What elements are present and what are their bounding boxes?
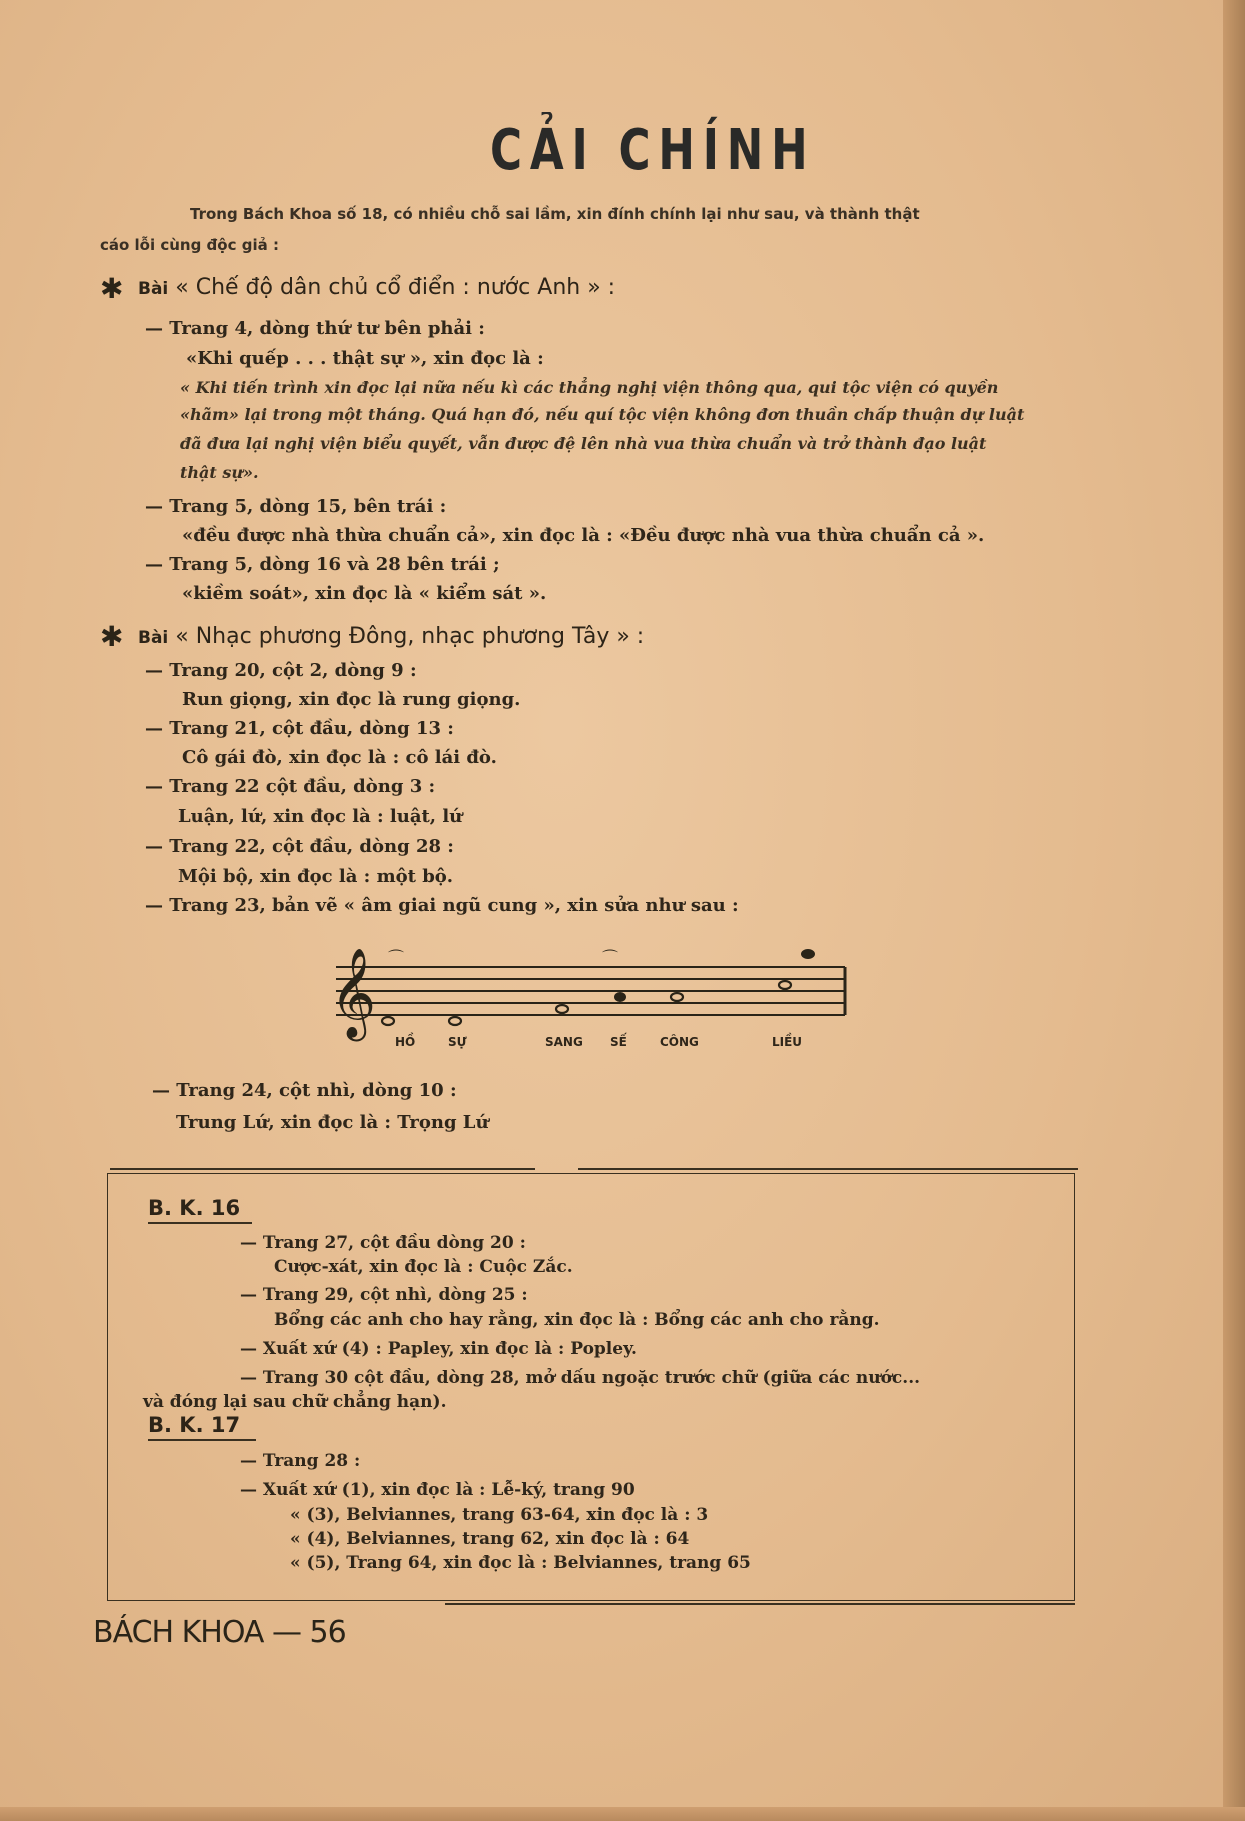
- s2-line-7: — Trang 22, cột đầu, dòng 28 :: [145, 836, 454, 857]
- note-lieu: [779, 981, 791, 989]
- star-bullet-icon: ✱: [100, 620, 124, 653]
- s2-after-line-1: — Trang 24, cột nhì, dòng 10 :: [152, 1080, 457, 1101]
- bk16-line-3: — Trang 29, cột nhì, dòng 25 :: [240, 1285, 528, 1305]
- note-sang: [556, 1005, 568, 1013]
- s1-line-6: thật sự».: [180, 463, 259, 482]
- note-label-sang: SANG: [545, 1035, 583, 1049]
- svg-text:⌒: ⌒: [602, 948, 619, 967]
- bk16-line-1: — Trang 27, cột đầu dòng 20 :: [240, 1233, 526, 1253]
- bk16-line-2: Cược-xát, xin đọc là : Cuộc Zắc.: [274, 1257, 573, 1277]
- bk17-line-5: « (5), Trang 64, xin đọc là : Belviannes, trang 65: [290, 1553, 751, 1573]
- svg-text:⌒: ⌒: [388, 948, 405, 967]
- note-mark: [801, 949, 815, 959]
- note-ho: [382, 1017, 394, 1025]
- bk17-underline: [148, 1439, 256, 1441]
- divider-bottom: [445, 1603, 1075, 1605]
- bk16-label: B. K. 16: [148, 1196, 241, 1220]
- paper-edge-right: [1223, 0, 1245, 1821]
- s2-line-8: Mội bộ, xin đọc là : một bộ.: [178, 866, 454, 887]
- s1-line-3: « Khi tiến trình xin đọc lại nữa nếu kì các thẳng nghị viện thông qua, qui tộc viện có quyền: [180, 378, 999, 397]
- star-bullet-icon: ✱: [100, 272, 124, 305]
- bk17-line-2: — Xuất xứ (1), xin đọc là : Lễ-ký, trang 90: [240, 1480, 635, 1500]
- s2-line-1: — Trang 20, cột 2, dòng 9 :: [145, 660, 417, 681]
- page-footer: BÁCH KHOA — 56: [93, 1615, 346, 1650]
- note-label-cong: CÔNG: [660, 1035, 699, 1049]
- section-1-title: « Chế độ dân chủ cổ điển : nước Anh » :: [175, 275, 616, 300]
- s1-line-9: — Trang 5, dòng 16 và 28 bên trái ;: [145, 554, 500, 575]
- note-se: [614, 992, 626, 1002]
- note-label-su: SỰ: [448, 1035, 467, 1049]
- section-2-heading: [138, 624, 644, 649]
- bk16-line-5: — Xuất xứ (4) : Papley, xin đọc là : Popley.: [240, 1339, 637, 1359]
- page-title: CẢI CHÍNH: [490, 118, 816, 183]
- s2-line-2: Run giọng, xin đọc là rung giọng.: [182, 689, 521, 710]
- note-label-lieu: LIỀU: [772, 1035, 803, 1049]
- divider-left: [110, 1168, 535, 1170]
- s1-line-1: — Trang 4, dòng thứ tư bên phải :: [145, 318, 485, 339]
- s1-line-8: «đều được nhà thừa chuẩn cả», xin đọc là : «Đều được nhà vua thừa chuẩn cả ».: [182, 525, 985, 546]
- bk17-line-3: « (3), Belviannes, trang 63-64, xin đọc là : 3: [290, 1505, 709, 1525]
- bk17-line-4: « (4), Belviannes, trang 62, xin đọc là : 64: [290, 1529, 690, 1549]
- bk16-line-4: Bổng các anh cho hay rằng, xin đọc là : Bổng các anh cho rằng.: [274, 1310, 880, 1330]
- bk16-line-7: và đóng lại sau chữ chẳng hạn).: [143, 1392, 447, 1412]
- bk17-line-1: — Trang 28 :: [240, 1451, 361, 1471]
- bk16-line-6: — Trang 30 cột đầu, dòng 28, mở dấu ngoặc trước chữ (giữa các nước...: [240, 1368, 921, 1388]
- note-label-ho: HỒ: [395, 1035, 416, 1049]
- section-1-heading: [138, 275, 615, 300]
- s1-line-2: «Khi quếp . . . thật sự », xin đọc là :: [186, 348, 544, 369]
- s2-line-6: Luận, lứ, xin đọc là : luật, lứ: [178, 806, 463, 827]
- s1-line-7: — Trang 5, dòng 15, bên trái :: [145, 496, 447, 517]
- bk17-label: B. K. 17: [148, 1413, 241, 1437]
- section-2-title: « Nhạc phương Đông, nhạc phương Tây » :: [175, 624, 645, 649]
- section-1-prefix: Bài: [138, 279, 169, 299]
- s1-line-10: «kiềm soát», xin đọc là « kiểm sát ».: [182, 583, 547, 604]
- divider-right: [578, 1168, 1078, 1170]
- bk16-underline: [148, 1222, 252, 1224]
- s2-line-4: Cô gái đò, xin đọc là : cô lái đò.: [182, 747, 497, 768]
- s1-line-5: đã đưa lại nghị viện biểu quyết, vẫn được đệ lên nhà vua thừa chuẩn và trở thành đạo luật: [180, 434, 987, 453]
- intro-line-2: cáo lỗi cùng độc giả :: [100, 236, 279, 254]
- s2-line-9: — Trang 23, bản vẽ « âm giai ngũ cung », xin sửa như sau :: [145, 895, 739, 916]
- s1-line-4: «hãm» lại trong một tháng. Quá hạn đó, nếu quí tộc viện không đơn thuần chấp thuận dự luật: [180, 405, 1025, 424]
- paper-edge-bottom: [0, 1807, 1245, 1821]
- intro-line-1: Trong Bách Khoa số 18, có nhiều chỗ sai lầm, xin đính chính lại như sau, và thành thật: [190, 205, 920, 223]
- note-cong: [671, 993, 683, 1001]
- section-2-prefix: Bài: [138, 628, 169, 648]
- s2-after-line-2: Trung Lứ, xin đọc là : Trọng Lứ: [176, 1112, 489, 1133]
- s2-line-5: — Trang 22 cột đầu, dòng 3 :: [145, 776, 436, 797]
- note-label-se: SẾ: [610, 1035, 627, 1049]
- treble-clef-icon: 𝄞: [330, 948, 377, 1038]
- s2-line-3: — Trang 21, cột đầu, dòng 13 :: [145, 718, 454, 739]
- note-su: [449, 1017, 461, 1025]
